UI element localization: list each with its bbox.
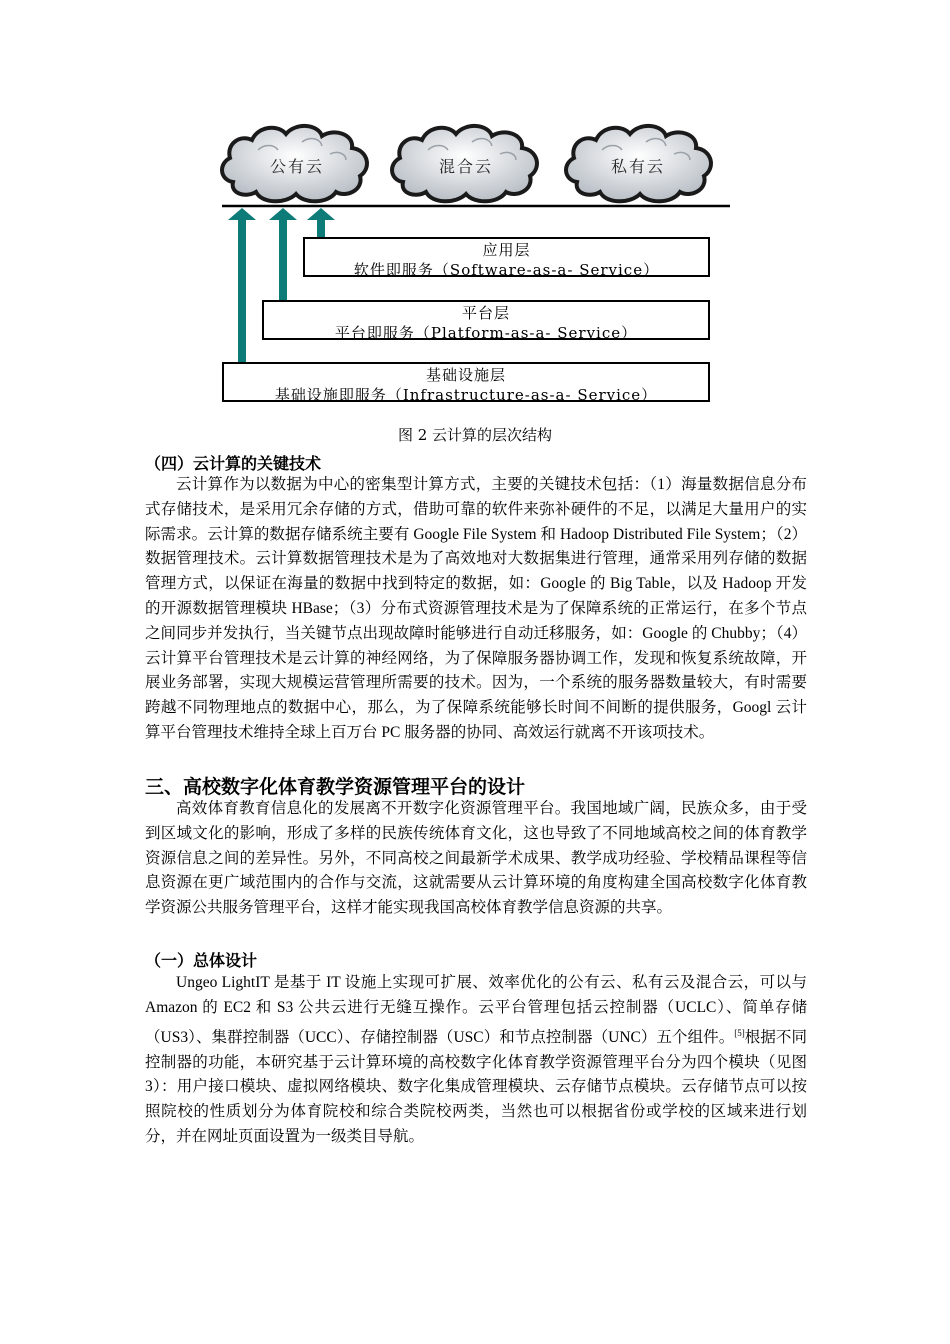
figure-caption: 图 2 云计算的层次结构: [397, 426, 553, 444]
cloud-layer-diagram: [210, 118, 740, 408]
layer-service: 平台即服务（Platform-as-a- Service）: [334, 324, 638, 342]
arrow-application: [307, 208, 335, 240]
reference-marker[interactable]: [5]: [734, 1027, 745, 1038]
section-heading-key-tech: （四）云计算的关键技术: [145, 454, 322, 473]
paragraph-platform-design: 高效体育教育信息化的发展离不开数字化资源管理平台。我国地域广阔，民族众多，由于受到区域文化的影响，形成了多样的民族传统体育文化，这也导致了不同地域高校之间的体育教学资源信息之间的差异性。另外，不同高校之间最新学术成果、教学成功经验、学校精品课程等信息资源在更广域范围内的合作与交流，这就需要从云计算环境的角度构建全国高校数字化体育教学资源公共服务管理平台，这样才能实现我国高校体育教学信息资源的共享。: [145, 800, 807, 917]
paragraph-key-tech: 云计算作为以数据为中心的密集型计算方式，主要的关键技术包括：（1）海量数据信息分布式存储技术，是采用冗余存储的方式，借助可靠的软件来弥补硬件的不足，以满足大量用户的实际需求。云计算的数据存储系统主要有 Google File System 和 Hadoop Distributed File System；（2）数据管理技术。云计算数据管理技术是为了高效地对大数据集进行管理，通常采用列存储的数据管理方式，以保证在海量的数据中找到特定的数据，如：Google 的 Big Table，以及 Hadoop 开发的开源数据管理模块 HBase；（3）分布式资源管理技术是为了保障系统的正常运行，在多个节点之间同步并发执行，当关键节点出现故障时能够进行自动迁移服务，如：Google 的 Chubby；（4）云计算平台管理技术是云计算的神经网络，为了保障服务器协调工作，发现和恢复系统故障，开展业务部署，实现大规模运营管理所需要的技术。因为，一个系统的服务器数量较大，有时需要跨越不同物理地点的数据中心，那么，为了保障系统能够长时间不间断的提供服务，Googl 云计算平台管理技术维持全球上百万台 PC 服务器的协同、高效运行就离不开该项技术。: [145, 476, 807, 741]
arrow-infrastructure: [228, 208, 256, 364]
layer-name: 基础设施层: [425, 366, 506, 384]
cloud-label-public: 公有云: [270, 157, 325, 176]
cloud-label-hybrid: 混合云: [439, 157, 494, 176]
layer-box-application: [303, 237, 710, 277]
layer-service: 基础设施即服务（Infrastructure-as-a- Service）: [274, 386, 658, 404]
arrow-platform: [269, 208, 297, 302]
cloud-label-private: 私有云: [611, 157, 666, 176]
layer-service: 软件即服务（Software-as-a- Service）: [353, 261, 660, 279]
layer-name: 应用层: [482, 241, 531, 259]
paragraph-text-part2: 根据不同控制器的功能，本研究基于云计算环境的高校数字化体育教学资源管理平台分为四个模块（见图 3）：用户接口模块、虚拟网络模块、数字化集成管理模块、云存储节点模块。云存储节点可以按照院校的性质划分为体育院校和综合类院校两类，当然也可以根据省份或学校的区域来进行划分，并在网址页面设置为一级类目导航。: [145, 1028, 807, 1145]
layer-box-platform: [262, 300, 710, 340]
section-heading-overall-design: （一）总体设计: [145, 951, 258, 970]
paragraph-text-part1: Ungeo LightIT 是基于 IT 设施上实现可扩展、效率优化的公有云、私有云及混合云，可以与 Amazon 的 EC2 和 S3 公共云进行无缝互操作。云平台管理包括云控制器（UCLC）、简单存储（US3）、集群控制器（UCC）、存储控制器（USC）和节点控制器（UNC）五个组件。: [145, 974, 807, 1046]
layer-name: 平台层: [461, 304, 510, 322]
paragraph-overall-design: [145, 971, 807, 1150]
layer-box-infrastructure: [222, 362, 710, 402]
section-heading-platform-design: 三、高校数字化体育教学资源管理平台的设计: [145, 776, 526, 798]
